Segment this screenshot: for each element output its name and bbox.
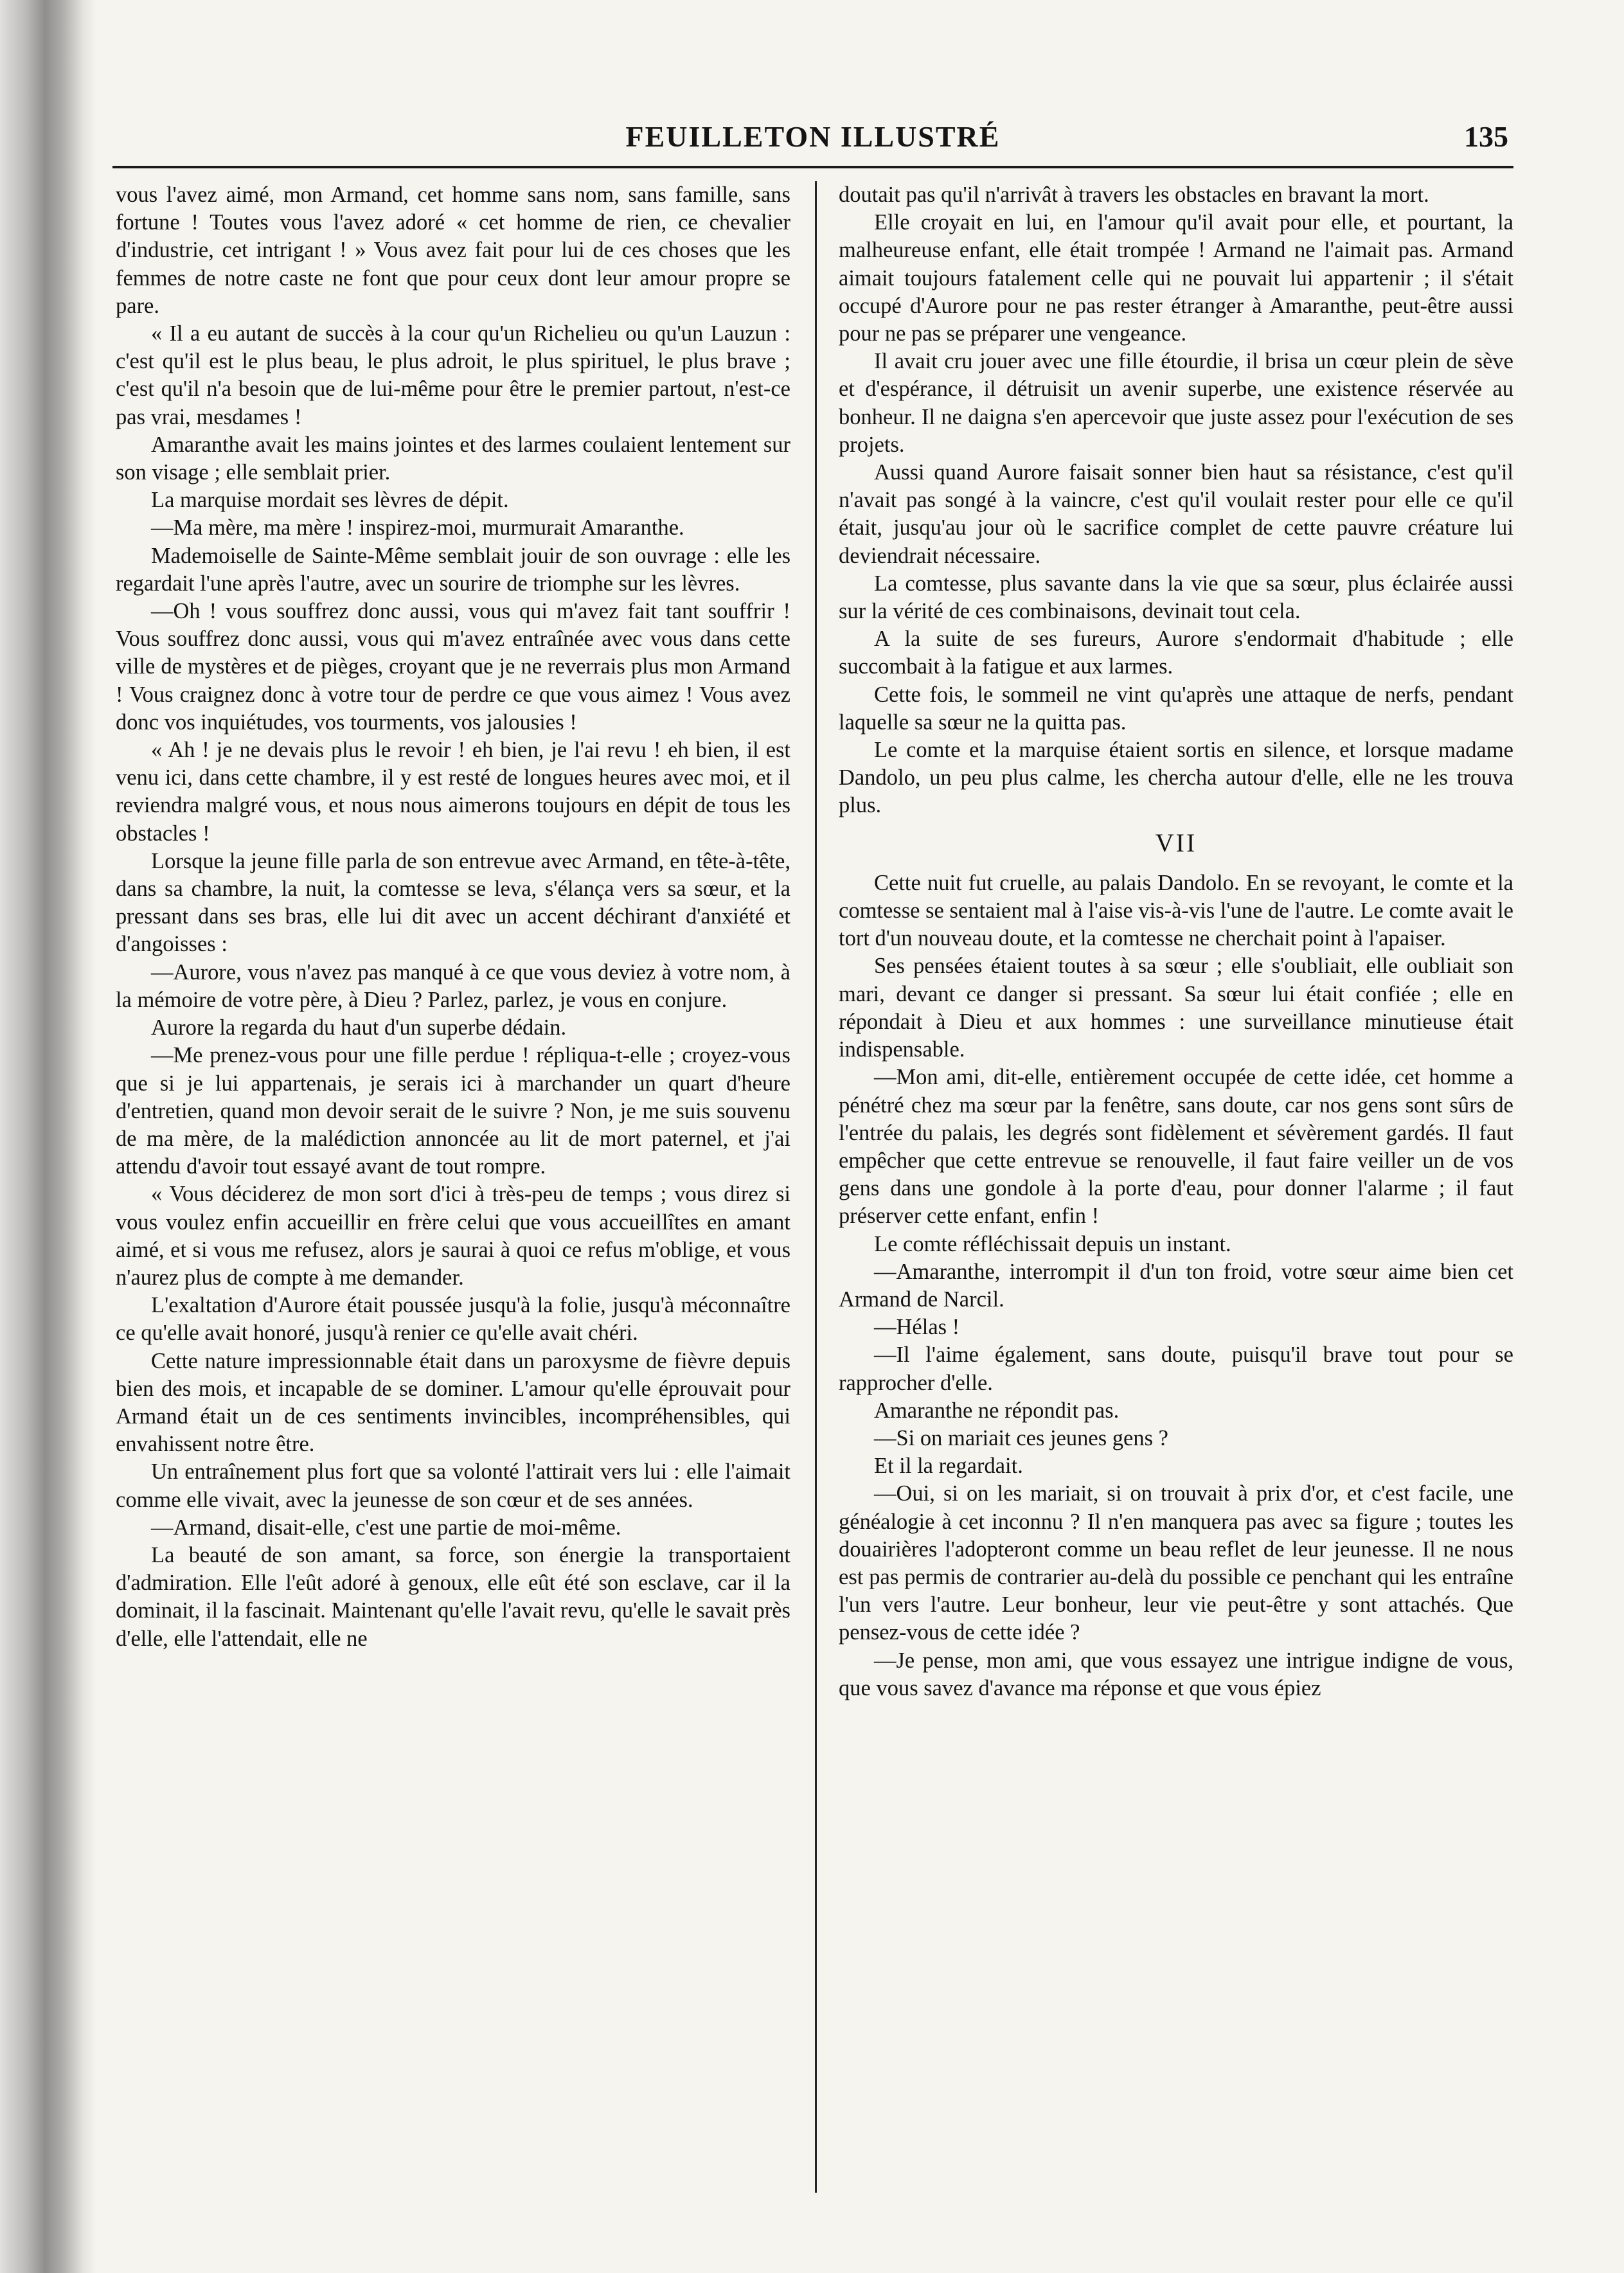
column-divider: [815, 181, 817, 2193]
paragraph: La marquise mordait ses lèvres de dépit.: [151, 488, 509, 513]
paragraph: vous l'avez aimé, mon Armand, cet homme sans nom, sans famille, sans fortune ! Toutes vous l'avez adoré « cet homme de rien, ce chevalier d'industrie, cet intrigant ! » Vous avez fait pour lui de ces choses que les femmes de notre caste ne font que pour ceux dont leur amour propre se pare.: [116, 183, 790, 318]
paragraph: L'exaltation d'Aurore était poussée jusqu'à la folie, jusqu'à méconnaître ce qu'elle avait honoré, jusqu'à renier ce qu'elle avait chéri.: [116, 1293, 790, 1346]
right-column: [839, 181, 1513, 2251]
paragraph: « Vous déciderez de mon sort d'ici à très-peu de temps ; vous direz si vous voulez enfin accueillir en frère celui que vous accueillîtes en amant aimé, et si vous me refusez, alors je saurai à quoi ce refus m'oblige, et vous n'aurez plus de compte à me demander.: [116, 1182, 790, 1290]
paragraph: Amaranthe avait les mains jointes et des larmes coulaient lentement sur son visage ; elle semblait prier.: [116, 432, 790, 485]
paragraph: La beauté de son amant, sa force, son énergie la transportaient d'admiration. Elle l'eût adoré à genoux, elle eût été son esclave, car il la dominait, il la fascinait. Maintenant qu'elle l'avait revu, qu'elle le savait près d'elle, elle l'attendait, elle ne: [116, 1542, 790, 1651]
paragraph: « Il a eu autant de succès à la cour qu'un Richelieu ou qu'un Lauzun : c'est qu'il est le plus beau, le plus adroit, le plus spirituel, le plus brave ; c'est qu'il n'a besoin que de lui-même pour être le premier partout, n'est-ce pas vrai, mesdames !: [116, 321, 790, 429]
header-title: FEUILLETON ILLUSTRÉ: [625, 120, 1001, 153]
paragraph: Ses pensées étaient toutes à sa sœur ; elle s'oubliait, elle oubliait son mari, devant ce danger si pressant. Sa sœur lui était confiée ; elle en répondait à Dieu et aux hommes : une surveillance minutieuse était indispensable.: [839, 954, 1513, 1062]
paragraph: —Mon ami, dit-elle, entièrement occupée de cette idée, cet homme a pénétré chez ma sœur par la fenêtre, sans doute, car nos gens sont sûrs de l'entrée du palais, les degrés sont fidèlement et sévèrement gardés. Il faut empêcher que cette entrevue se renouvelle, il faut faire veiller un de vos gens dans une gondole à la porte d'eau, pour donner l'alarme ; il faut préserver cette enfant, enfin !: [839, 1065, 1513, 1229]
paragraph: —Si on mariait ces jeunes gens ?: [874, 1425, 1168, 1450]
paragraph: Aussi quand Aurore faisait sonner bien haut sa résistance, c'est qu'il n'avait pas songé à la vaincre, c'est qu'il voulait rester pour elle ce qu'il était, jusqu'au jour où le sacrifice complet de cette pauvre créature lui deviendrait nécessaire.: [839, 460, 1513, 568]
paragraph: —Armand, disait-elle, c'est une partie de moi-même.: [151, 1515, 621, 1540]
paragraph: —Hélas !: [874, 1315, 960, 1340]
header-rule: [112, 166, 1513, 168]
paragraph: Elle croyait en lui, en l'amour qu'il avait pour elle, et pourtant, la malheureuse enfant, elle était trompée ! Armand ne l'aimait pas. Armand aimait toujours fatalement celle qui ne pouvait lui appartenir ; il s'était occupé d'Aurore pour ne pas rester étranger à Amaranthe, peut-être aussi pour ne pas se préparer une vengeance.: [839, 210, 1513, 346]
paragraph: Mademoiselle de Sainte-Même semblait jouir de son ouvrage : elle les regardait l'une après l'autre, avec un sourire de triomphe sur les lèvres.: [116, 543, 790, 596]
paragraph: —Ma mère, ma mère ! inspirez-moi, murmurait Amaranthe.: [151, 515, 684, 540]
paragraph: Il avait cru jouer avec une fille étourdie, il brisa un cœur plein de sève et d'espérance, il détruisit un avenir superbe, une existence réservée au bonheur. Il ne daigna s'en apercevoir que juste assez pour l'exécution de ses projets.: [839, 349, 1513, 457]
paragraph: Et il la regardait.: [874, 1454, 1023, 1479]
paragraph: —Oui, si on les mariait, si on trouvait à prix d'or, et c'est facile, une généalogie à cet inconnu ? Il n'en manquera pas avec sa figure ; toutes les douairières l'adopteront comme un beau reflet de leur jeunesse. Il ne nous est pas permis de contrarier au-delà du possible ce penchant qui les entraîne l'un vers l'autre. Leur bonheur, leur vie peut-être y sont attachés. Que pensez-vous de cette idée ?: [839, 1481, 1513, 1645]
left-column: [116, 181, 790, 2251]
chapter-heading: VII: [1155, 828, 1197, 857]
paragraph: Le comte et la marquise étaient sortis en silence, et lorsque madame Dandolo, un peu plus calme, les chercha autour d'elle, elle ne les trouva plus.: [839, 738, 1513, 818]
paragraph: Aurore la regarda du haut d'un superbe dédain.: [151, 1015, 567, 1040]
paragraph: —Je pense, mon ami, que vous essayez une intrigue indigne de vous, que vous savez d'avance ma réponse et que vous épiez: [839, 1648, 1513, 1700]
paragraph: Amaranthe ne répondit pas.: [874, 1398, 1120, 1423]
paragraph: Cette nature impressionnable était dans un paroxysme de fièvre depuis bien des mois, et incapable de se dominer. L'amour qu'elle éprouvait pour Armand était un de ces sentiments invincibles, incompréhensibles, qui envahissent notre être.: [116, 1348, 790, 1457]
paragraph: —Il l'aime également, sans doute, puisqu'il brave tout pour se rapprocher d'elle.: [839, 1342, 1513, 1395]
paragraph: —Aurore, vous n'avez pas manqué à ce que vous deviez à votre nom, à la mémoire de votre père, à Dieu ? Parlez, parlez, je vous en conjure.: [116, 959, 790, 1012]
paragraph: Cette fois, le sommeil ne vint qu'après une attaque de nerfs, pendant laquelle sa sœur ne la quitta pas.: [839, 682, 1513, 735]
paragraph: Un entraînement plus fort que sa volonté l'attirait vers lui : elle l'aimait comme elle vivait, avec la jeunesse de son cœur et de ses années.: [116, 1459, 790, 1512]
paragraph: « Ah ! je ne devais plus le revoir ! eh bien, je l'ai revu ! eh bien, il est venu ici, dans cette chambre, il y est resté de longues heures avec moi, et il reviendra malgré vous, et nous nous aimerons toujours en dépit de tous les obstacles !: [116, 738, 790, 846]
paragraph: —Amaranthe, interrompit il d'un ton froid, votre sœur aime bien cet Armand de Narcil.: [839, 1259, 1513, 1312]
paragraph: Lorsque la jeune fille parla de son entrevue avec Armand, en tête-à-tête, dans sa chambre, la nuit, la comtesse se leva, s'élança vers sa sœur, et la pressant dans ses bras, elle lui dit avec un accent déchirant d'anxiété et d'angoisses :: [116, 848, 790, 957]
running-header: [112, 114, 1513, 159]
paragraph: Le comte réfléchissait depuis un instant.: [874, 1231, 1231, 1256]
paragraph: —Oh ! vous souffrez donc aussi, vous qui m'avez fait tant souffrir ! Vous souffrez donc aussi, vous qui m'avez entraînée avec vous dans cette ville de mystères et de pièges, croyant que je ne reverrais plus mon Armand ! Vous craignez donc à votre tour de perdre ce que vous aimez ! Vous avez donc vos inquiétudes, vos tourments, vos jalousies !: [116, 599, 790, 735]
paragraph: —Me prenez-vous pour une fille perdue ! répliqua-t-elle ; croyez-vous que si je lui appartenais, je serais ici à marchander un quart d'heure d'entretien, quand mon devoir serait de le suivre ? Non, je me suis souvenu de ma mère, de la malédiction annoncée au lit de mort paternel, et j'ai attendu d'avoir tout essayé avant de tout rompre.: [116, 1043, 790, 1179]
paragraph: La comtesse, plus savante dans la vie que sa sœur, plus éclairée aussi sur la vérité de ces combinaisons, devinait tout cela.: [839, 571, 1513, 624]
paragraph: Cette nuit fut cruelle, au palais Dandolo. En se revoyant, le comte et la comtesse se sentaient mal à l'aise vis-à-vis l'une de l'autre. Le comte avait le tort d'un nouveau doute, et la comtesse ne cherchait point à l'apaiser.: [839, 870, 1513, 951]
paragraph: A la suite de ses fureurs, Aurore s'endormait d'habitude ; elle succombait à la fatigue et aux larmes.: [839, 627, 1513, 679]
paragraph: doutait pas qu'il n'arrivât à travers les obstacles en bravant la mort.: [839, 183, 1429, 207]
page-binding-edge: [0, 0, 96, 2273]
page-number: 135: [1464, 120, 1508, 153]
